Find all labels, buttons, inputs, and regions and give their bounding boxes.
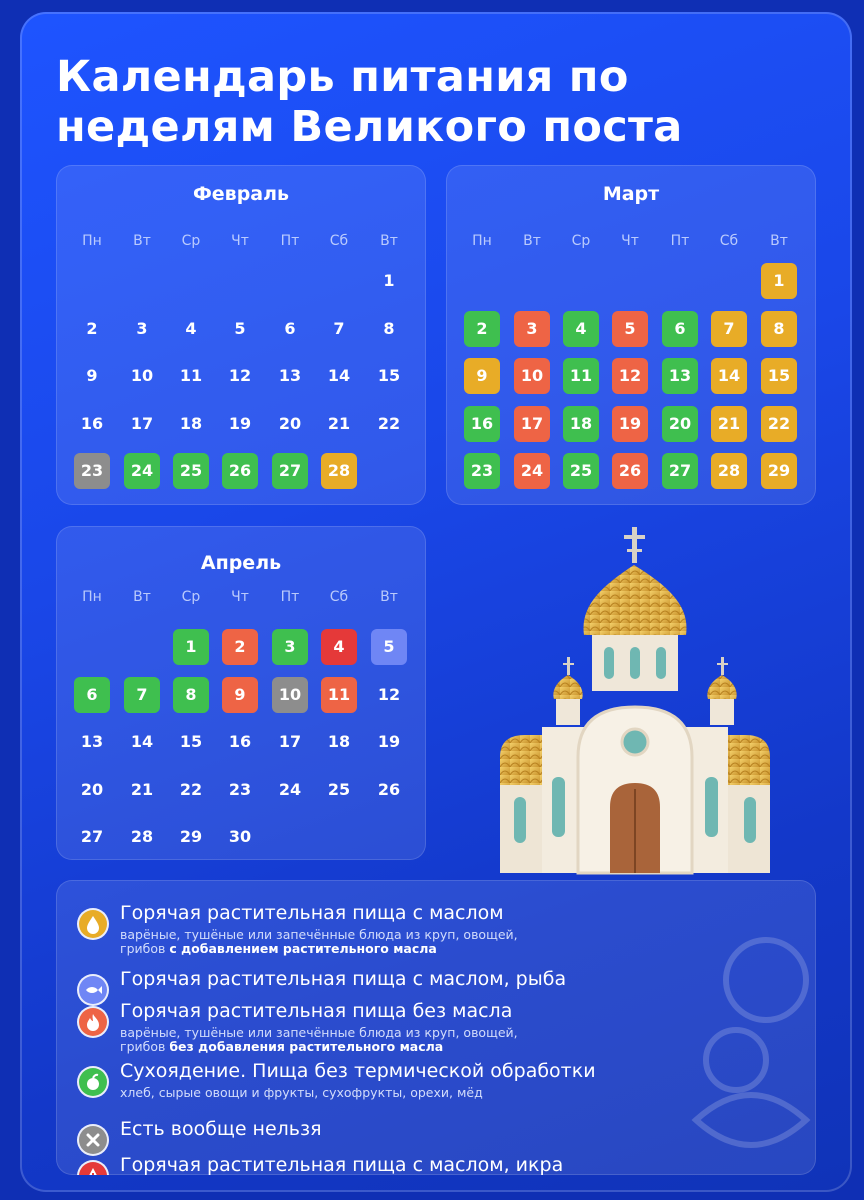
day-cell[interactable]: 20	[80, 779, 104, 799]
weekday-label: Ср	[181, 589, 201, 605]
day-cell[interactable]: 15	[179, 732, 203, 751]
day-cell[interactable]: 28	[130, 827, 154, 846]
legend-description-text: хлеб, сырые овощи и фрукты, сухофрукты, орехи, мёд	[120, 1085, 483, 1100]
weekday-label: Чт	[231, 233, 249, 249]
day-cell[interactable]: 5	[371, 629, 407, 665]
day-cell[interactable]: 8	[761, 311, 797, 347]
calendar-march	[446, 165, 816, 505]
day-cell[interactable]: 19	[377, 732, 401, 751]
day-cell[interactable]: 29	[761, 453, 797, 489]
day-cell[interactable]: 3	[136, 318, 148, 338]
day-cell[interactable]: 16	[228, 732, 252, 751]
day-cell[interactable]: 12	[377, 684, 401, 704]
day-cell[interactable]: 14	[711, 358, 747, 394]
legend-title: Горячая растительная пища с маслом, икра	[120, 1154, 564, 1175]
weekday-label: Пн	[82, 233, 102, 249]
apple-icon	[79, 1068, 107, 1096]
warning-icon	[79, 1162, 107, 1175]
legend-description	[120, 1026, 518, 1054]
day-cell[interactable]: 25	[173, 453, 209, 489]
day-cell[interactable]: 10	[130, 366, 154, 385]
day-cell[interactable]: 4	[563, 311, 599, 347]
day-cell[interactable]: 1	[383, 271, 395, 290]
day-cell[interactable]: 27	[272, 453, 308, 489]
day-cell[interactable]: 15	[761, 358, 797, 394]
day-cell[interactable]: 13	[278, 366, 302, 385]
legend-description	[120, 1086, 483, 1100]
day-cell[interactable]: 17	[278, 732, 302, 751]
day-cell[interactable]: 2	[86, 318, 98, 338]
page-title	[56, 52, 816, 152]
weekday-label: Вт	[380, 233, 398, 249]
day-cell[interactable]: 20	[278, 413, 302, 433]
title-line-1: Календарь питания по	[56, 52, 629, 102]
day-cell[interactable]: 11	[321, 677, 357, 713]
day-cell[interactable]: 4	[185, 318, 197, 338]
day-cell[interactable]: 11	[179, 366, 203, 385]
day-cell[interactable]: 9	[222, 677, 258, 713]
day-cell[interactable]: 20	[662, 406, 698, 442]
day-cell[interactable]: 23	[74, 453, 110, 489]
day-cell[interactable]: 15	[377, 366, 401, 385]
fire-icon	[79, 1008, 107, 1036]
day-cell[interactable]: 14	[327, 366, 351, 385]
day-cell[interactable]: 28	[321, 453, 357, 489]
day-cell[interactable]: 23	[464, 453, 500, 489]
day-cell[interactable]: 14	[130, 732, 154, 751]
poster	[20, 12, 852, 1192]
day-cell[interactable]: 1	[761, 263, 797, 299]
day-cell[interactable]: 18	[327, 732, 351, 751]
day-cell[interactable]: 22	[761, 406, 797, 442]
weekday-label: Пт	[670, 233, 690, 249]
weekday-label: Чт	[231, 589, 249, 605]
day-cell[interactable]: 26	[612, 453, 648, 489]
weekday-label: Сб	[719, 233, 739, 249]
month-title: Апрель	[200, 552, 282, 574]
day-cell[interactable]: 9	[464, 358, 500, 394]
day-cell[interactable]: 21	[711, 406, 747, 442]
weekday-label: Ср	[181, 233, 201, 249]
day-cell[interactable]: 8	[383, 318, 395, 338]
legend-title: Есть вообще нельзя	[120, 1118, 322, 1140]
weekday-label: Пт	[280, 589, 300, 605]
weekday-label: Вт	[133, 233, 151, 249]
day-cell[interactable]: 24	[124, 453, 160, 489]
cross-icon	[79, 1126, 107, 1154]
day-cell[interactable]: 8	[173, 677, 209, 713]
legend	[56, 880, 816, 1175]
day-cell[interactable]: 7	[333, 318, 345, 338]
weekday-label: Вт	[523, 233, 541, 249]
day-cell[interactable]: 12	[612, 358, 648, 394]
day-cell[interactable]: 13	[662, 358, 698, 394]
day-cell[interactable]: 26	[222, 453, 258, 489]
day-cell[interactable]: 6	[284, 318, 296, 338]
church-illustration	[480, 527, 790, 877]
day-cell[interactable]: 28	[711, 453, 747, 489]
day-cell[interactable]: 16	[80, 413, 104, 433]
day-cell[interactable]: 16	[464, 406, 500, 442]
day-cell[interactable]: 2	[222, 629, 258, 665]
day-cell[interactable]: 7	[711, 311, 747, 347]
ornament-decoration	[676, 920, 816, 1175]
day-cell[interactable]: 30	[228, 827, 252, 846]
day-cell[interactable]: 18	[179, 413, 203, 433]
day-cell[interactable]: 23	[228, 779, 252, 799]
day-cell[interactable]: 12	[228, 366, 252, 385]
day-cell[interactable]: 18	[563, 406, 599, 442]
fish-icon	[79, 976, 107, 1004]
day-cell[interactable]: 21	[327, 413, 351, 433]
legend-description	[120, 928, 518, 956]
day-cell[interactable]: 10	[272, 677, 308, 713]
day-cell[interactable]: 26	[377, 779, 401, 799]
day-cell[interactable]: 3	[514, 311, 550, 347]
day-cell[interactable]: 1	[173, 629, 209, 665]
day-cell[interactable]: 25	[563, 453, 599, 489]
day-cell[interactable]: 11	[563, 358, 599, 394]
day-cell[interactable]: 6	[74, 677, 110, 713]
day-cell[interactable]: 17	[514, 406, 550, 442]
day-cell[interactable]: 2	[464, 311, 500, 347]
day-cell[interactable]: 10	[514, 358, 550, 394]
weekday-label: Вт	[133, 589, 151, 605]
legend-title: Горячая растительная пища с маслом	[120, 902, 504, 924]
day-cell[interactable]: 24	[514, 453, 550, 489]
day-cell[interactable]: 19	[612, 406, 648, 442]
title-line-2: неделям Великого поста	[56, 102, 683, 152]
day-cell[interactable]: 22	[377, 413, 401, 433]
day-cell[interactable]: 25	[327, 779, 351, 799]
legend-title: Горячая растительная пища без масла	[120, 1000, 513, 1022]
day-cell[interactable]: 4	[321, 629, 357, 665]
legend-description-bold: с добавлением растительного масла	[169, 941, 437, 956]
legend-description-text: грибов	[120, 1039, 170, 1054]
day-cell[interactable]: 21	[130, 779, 154, 799]
day-cell[interactable]: 7	[124, 677, 160, 713]
calendar-february	[56, 165, 426, 505]
legend-title: Сухоядение. Пища без термической обработки	[120, 1060, 596, 1082]
day-cell[interactable]: 17	[130, 413, 154, 433]
day-cell[interactable]: 9	[86, 366, 98, 385]
day-cell[interactable]: 24	[278, 779, 302, 799]
weekday-label: Вт	[770, 233, 788, 249]
day-cell[interactable]: 6	[662, 311, 698, 347]
month-title: Февраль	[192, 183, 290, 205]
legend-description-text: варёные, тушёные или запечённые блюда из круп, овощей,	[120, 1025, 518, 1040]
calendar-april	[56, 526, 426, 860]
day-cell[interactable]: 5	[234, 318, 246, 338]
oil-drop-icon	[79, 910, 107, 938]
weekday-label: Ср	[571, 233, 591, 249]
day-cell[interactable]: 27	[662, 453, 698, 489]
weekday-label: Сб	[329, 589, 349, 605]
legend-title: Горячая растительная пища с маслом, рыба	[120, 968, 567, 990]
day-cell[interactable]: 29	[179, 827, 203, 846]
legend-description-text: варёные, тушёные или запечённые блюда из круп, овощей,	[120, 927, 518, 942]
weekday-label: Сб	[329, 233, 349, 249]
day-cell[interactable]: 5	[612, 311, 648, 347]
legend-description-bold: без добавления растительного масла	[169, 1039, 444, 1054]
weekday-label: Пн	[82, 589, 102, 605]
day-cell[interactable]: 27	[80, 827, 104, 846]
day-cell[interactable]: 13	[80, 732, 104, 751]
weekday-label: Вт	[380, 589, 398, 605]
weekday-label: Чт	[621, 233, 639, 249]
month-title: Март	[602, 183, 660, 205]
day-cell[interactable]: 3	[272, 629, 308, 665]
weekday-label: Пн	[472, 233, 492, 249]
weekday-label: Пт	[280, 233, 300, 249]
day-cell[interactable]: 19	[228, 413, 252, 433]
day-cell[interactable]: 22	[179, 779, 203, 799]
legend-description-text: грибов	[120, 941, 170, 956]
